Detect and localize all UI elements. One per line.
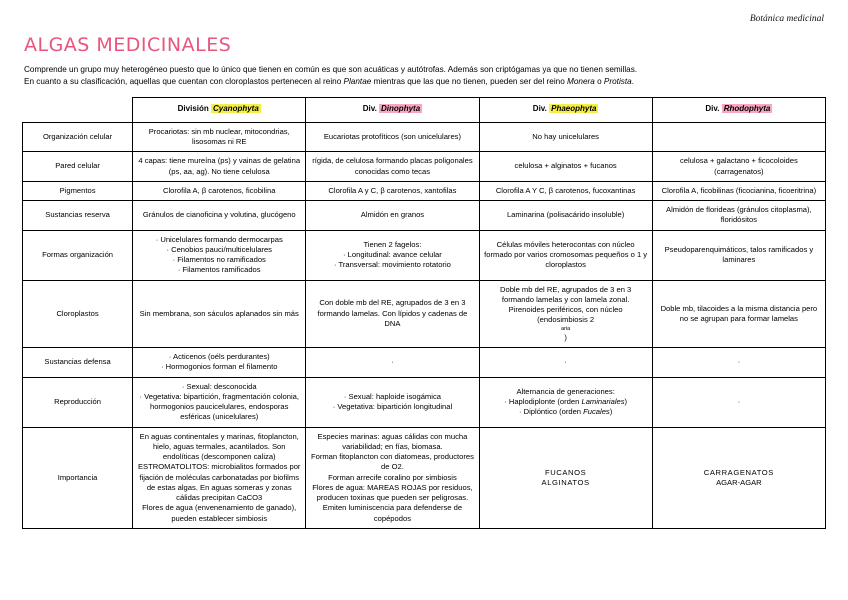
table-cell: · Sexual: desconocida · Vegetativa: bipartición, fragmentación colonia, hormogonios paucicelulares, endosporas esféricas (unicelulares) — [133, 377, 306, 427]
table-cell: · Unicelulares formando dermocarpas · Cenobios pauci/multicelulares · Filamentos no ramificados · Filamentos ramificados — [133, 230, 306, 280]
column-name-dinophyta: Dinophyta — [381, 104, 421, 114]
table-row — [23, 348, 826, 378]
table-body — [23, 122, 826, 528]
table-cell: Gránulos de cianoficina y volutina, glucógeno — [133, 201, 306, 231]
table-cell: · — [652, 377, 825, 427]
row-label: Pigmentos — [23, 181, 133, 200]
row-label: Importancia — [23, 427, 133, 528]
table-cell: Laminarina (polisacárido insoluble) — [479, 201, 652, 231]
table-cell: Doble mb, tilacoides a la misma distancia pero no se agrupan para formar lamelas — [652, 280, 825, 348]
column-prefix-rhodophyta: Div. — [705, 104, 722, 114]
table-cell: Con doble mb del RE, agrupados de 3 en 3 formando lamelas. Con lípidos y cadenas de DNA — [306, 280, 479, 348]
row-label: Formas organización — [23, 230, 133, 280]
table-header-row — [23, 97, 826, 122]
table-row — [23, 280, 826, 348]
table-cell — [652, 122, 825, 152]
row-label: Sustancias reserva — [23, 201, 133, 231]
table-cell: rígida, de celulosa formando placas poligonales conocidas como tecas — [306, 152, 479, 182]
intro-kingdom-protista: Protista — [603, 76, 632, 86]
intro-line-2-part-c: mientras que las que no tienen, pueden ser del reino — [371, 76, 568, 86]
table-cell: No hay unicelulares — [479, 122, 652, 152]
intro-kingdom-monera: Monera — [567, 76, 595, 86]
intro-line-2-part-e: o — [594, 76, 604, 86]
column-prefix-phaeophyta: Div. — [532, 104, 550, 114]
table-cell: celulosa + galactano + ficocoloides (carragenatos) — [652, 152, 825, 182]
table-cell: Clorofila A, ficobilinas (ficocianina, ficoeritrina) — [652, 181, 825, 200]
column-prefix-dinophyta: Div. — [362, 104, 380, 114]
table-cell: Sin membrana, son sáculos aplanados sin más — [133, 280, 306, 348]
table-cell: CARRAGENATOS AGAR-AGAR — [652, 427, 825, 528]
column-name-rhodophyta: Rhodophyta — [723, 104, 771, 114]
column-header-dinophyta — [306, 97, 479, 122]
table-row — [23, 230, 826, 280]
table-cell: celulosa + alginatos + fucanos — [479, 152, 652, 182]
intro-line-1: Comprende un grupo muy heterogéneo puesto que lo único que tienen en común es que son acuáticas y autótrofas. Además son criptógamas ya que no tienen semillas. — [24, 65, 638, 74]
row-label: Pared celular — [23, 152, 133, 182]
row-label: Reproducción — [23, 377, 133, 427]
table-cell: Eucariotas protofíticos (son unicelulares) — [306, 122, 479, 152]
column-header-phaeophyta — [479, 97, 652, 122]
table-row — [23, 181, 826, 200]
algae-comparison-table — [22, 97, 826, 529]
table-cell: · — [652, 348, 825, 378]
table-cell: Tienen 2 fagelos: · Longitudinal: avance celular · Transversal: movimiento rotatorio — [306, 230, 479, 280]
table-cell: Especies marinas: aguas cálidas con mucha variabilidad; en fías, biomasa. Forman fitoplancton con diatomeas, productores de O2. Forman arrecife coralino por simbiosis Flores de agua: MAREAS ROJAS por residuos, producen toxinas que pueden ser peligrosas. Emiten luminiscencia para defenderse de copépodos — [306, 427, 479, 528]
page-title: ALGAS MEDICINALES — [24, 34, 232, 56]
intro-line-2-part-g: . — [631, 76, 634, 86]
table-cell: · — [306, 348, 479, 378]
table-cell: Doble mb del RE, agrupados de 3 en 3 formando lamelas y con lamela zonal. Pirenoides periféricos, con núcleo (endosimbiosis 2 aria ) — [479, 280, 652, 348]
intro-line-2-part-a: En cuanto a su clasificación, aquellas que cuentan con cloroplastos pertenecen al reino — [24, 76, 344, 86]
table-cell: · Acticenos (oéls perdurantes) · Hormogonios forman el filamento — [133, 348, 306, 378]
table-cell: Pseudoparenquimáticos, talos ramificados y laminares — [652, 230, 825, 280]
row-label: Sustancias defensa — [23, 348, 133, 378]
column-header-rhodophyta — [652, 97, 825, 122]
table-cell: Clorofila A Y C, β carotenos, fucoxantinas — [479, 181, 652, 200]
table-cell: · Sexual: haploide isogámica · Vegetativa: bipartición longitudinal — [306, 377, 479, 427]
column-name-phaeophyta: Phaeophyta — [551, 104, 597, 114]
table-cell: · — [479, 348, 652, 378]
page-header-note: Botánica medicinal — [749, 14, 824, 24]
table-row — [23, 122, 826, 152]
table-cell: FUCANOS ALGINATOS — [479, 427, 652, 528]
table-cell: Almidón en granos — [306, 201, 479, 231]
table-header — [23, 97, 826, 122]
table-corner-cell — [23, 97, 133, 122]
table-cell: Almidón de florideas (gránulos citoplasma), floridósitos — [652, 201, 825, 231]
row-label: Organización celular — [23, 122, 133, 152]
table-row — [23, 201, 826, 231]
table-cell: En aguas continentales y marinas, fitoplancton, hielo, aguas termales, acantilados. Son endolíticas (descomponen caliza) ESTROMATOLITOS: microbialitos formados por fijación de moléculas carbonatadas por biofilms de estas algas. En aguas someras y zonas cálidas precipitan CaCO3 Flores de agua (envenenamiento de ganado), pueden establecer simbiosis — [133, 427, 306, 528]
column-name-cyanophyta: Cyanophyta — [213, 104, 259, 114]
column-prefix-cyanophyta: División — [177, 104, 211, 114]
table-cell: Procariotas: sin mb nuclear, mitocondrias, lisosomas ni RE — [133, 122, 306, 152]
table-row — [23, 152, 826, 182]
row-label: Cloroplastos — [23, 280, 133, 348]
table-cell: Clorofila A, β carotenos, ficobilina — [133, 181, 306, 200]
table-row — [23, 427, 826, 528]
table-cell: Alternancia de generaciones: · Haplodiplonte (orden Laminariales) · Diplóntico (orden Fucales) — [479, 377, 652, 427]
intro-kingdom-plantae: Plantae — [343, 76, 372, 86]
table-cell: Clorofila A y C, β carotenos, xantofilas — [306, 181, 479, 200]
table-cell: Células móviles heterocontas con núcleo formado por varios cromosomas pequeños o 1 y cloroplastos — [479, 230, 652, 280]
table-cell: 4 capas: tiene mureína (ps) y vainas de gelatina (ps, aa, ag). No tiene celulosa — [133, 152, 306, 182]
column-header-cyanophyta — [133, 97, 306, 122]
intro-paragraph — [24, 64, 826, 88]
table-row — [23, 377, 826, 427]
